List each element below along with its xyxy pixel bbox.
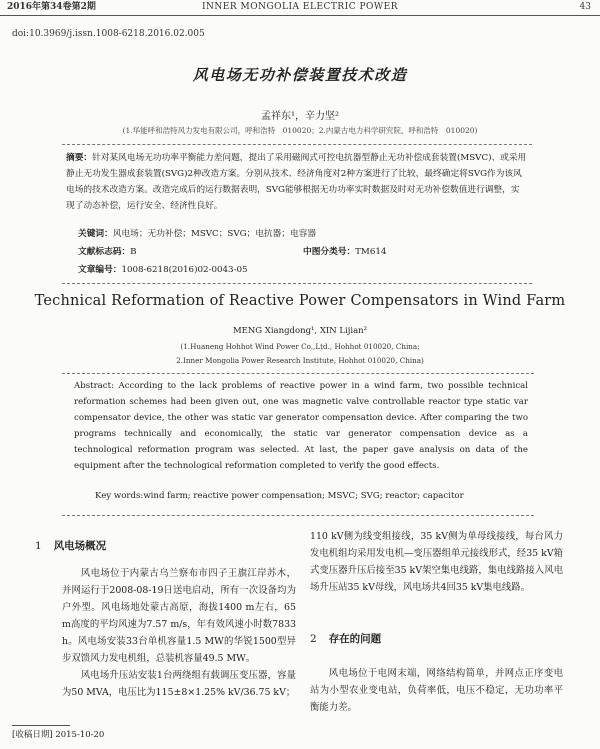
document-code-label: 文献标志码： [78,247,131,257]
abstract-cn-label: 摘要： [66,153,93,163]
authors-english: MENG Xiangdong¹, XIN Lijian² [232,326,368,336]
received-date-footnote: [收稿日期] 2015-10-20 [12,730,105,740]
keywords-english [95,491,464,501]
keywords-cn-text: 风电场；无功补偿；MSVC；SVG；电抗器；电容器 [112,229,317,239]
keywords-en-text: wind farm; reactive power compensation; MSVC; SVG; reactor; capacitor [143,491,464,501]
page-number: 43 [579,2,591,12]
section-1-title: 风电场概况 [53,540,107,552]
issue-info: 2016年第34卷第2期 [7,2,96,12]
affiliation-en-2: 2.Inner Mongolia Power Research Institute, Hohhot 010020, China) [176,356,424,365]
document-code-value: B [130,247,137,257]
affiliation-en-1: (1.Huaneng Hohhot Wind Power Co.,Ltd., Hohhot 010020, China; [180,342,420,351]
running-header [0,0,600,16]
section-1-paragraph: 风电场升压站安装1台两绕组有载调压变压器，容量为50 MVA，电压比为115±8×1.25% kV/36.75 kV； [62,670,296,698]
keywords-chinese [78,227,316,239]
article-number-label: 文章编号： [78,265,122,275]
affiliations-chinese: (1.华能呼和浩特风力发电有限公司，呼和浩特 010020；2.内蒙古电力科学研究院，呼和浩特 010020) [122,126,478,135]
clc-label: 中图分类号： [303,247,356,257]
footnote-rule [12,725,70,726]
section-2-body [310,665,563,716]
abstract-english [74,378,528,474]
keywords-en-label: Key words: [95,491,144,501]
doi: doi:10.3969/j.issn.1008-6218.2016.02.005 [12,29,205,39]
title-chinese: 风电场无功补偿装置技术改造 [192,66,408,84]
section-1-heading [35,538,106,553]
section-2-number: 2 [310,633,317,645]
article-number [78,263,248,275]
continuation-paragraph: 110 kV侧为线变组接线，35 kV侧为单母线接线，每台风力发电机组均采用发电机—变压器组单元接线形式，经35 kV箱式变压器升压后接至35 kV架空集电线路，集电线路接入风电场升压站35 kV母线，风电场共4回35 kV集电线路。 [310,531,563,593]
section-1-paragraph: 风电场位于内蒙古乌兰察布市四子王旗江岸苏木，并网运行于2008-08-19日送电启动，所有一次设备均为户外型。风电场地处蒙古高原，海拔1400 m左右，65 m高度的平均风速为7.57 m/s，年有效风速小时数7833 h。风电场安装33台单机容量1.5 MW的华锐1500型异步双馈风力发电机组，总装机容量49.5 MW。 [62,568,296,664]
section-2-paragraph: 风电场位于电网末端，网络结构简单，并网点正序变电站为小型农业变电站，负荷率低，电压不稳定，无功功率平衡能力差。 [310,668,563,713]
section-1-body [62,565,296,701]
journal-name: INNER MONGOLIA ELECTRIC POWER [201,2,399,12]
article-number-value: 1008-6218(2016)02-0043-05 [121,265,248,275]
section-2-title: 存在的问题 [328,633,382,645]
title-english: Technical Reformation of Reactive Power Compensators in Wind Farm [34,293,566,309]
abstract-cn-text: 针对某风电场无功功率平衡能力差问题，提出了采用磁阀式可控电抗器型静止无功补偿成套装置(MSVC)、或采用静止无功发生器成套装置(SVG)2种改造方案。分别从技术、经济角度对2种方案进行了比较，最终确定将SVG作为该风电场的技术改造方案。改造完成后的运行数据表明，SVG能够根据无功功率实时数据及时对无功补偿数值进行调整，实现了动态补偿，运行安全、经济性良好。 [66,153,527,211]
document-code [78,245,137,257]
abstract-en-text: According to the lack problems of reactive power in a wind farm, two possible technical reformation schemes had been given out, one was magnetic valve controllable reactor type static var compensator device, the other was static var generator compensation device. After comparing the two programs technically and economically, the static var generator compensation device as a technological reformation program was selected. At last, the paper gave analysis on data of the equipment after the technological reformation completed to verify the good effects. [74,381,529,471]
abstract-en-label: Abstract: [74,381,114,391]
section-1-number: 1 [35,540,42,552]
clc-number [303,245,386,257]
authors-chinese: 孟祥东¹，辛力坚² [260,111,340,122]
clc-value: TM614 [355,247,387,257]
right-column-continuation [310,528,563,596]
keywords-cn-label: 关键词： [78,229,113,239]
abstract-chinese [66,150,528,214]
section-2-heading [310,631,381,646]
